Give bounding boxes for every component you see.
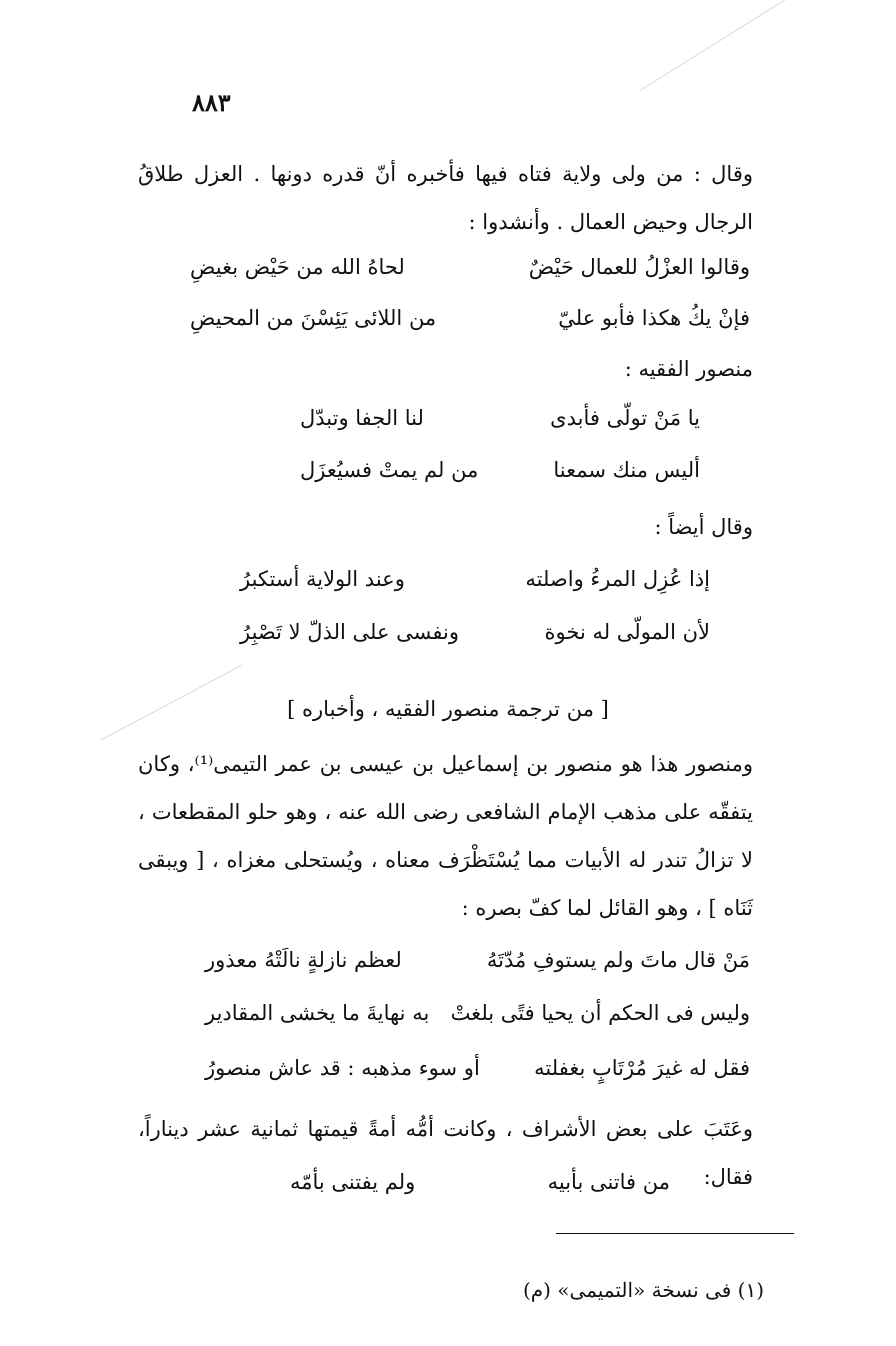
verse-second-hemistich: من لم يمتْ فسيُعزَل (300, 458, 479, 482)
verse-second-hemistich: لنا الجفا وتبدّل (300, 406, 424, 430)
verse-line (240, 567, 710, 607)
verse-first-hemistich: أليس منك سمعنا (553, 458, 700, 482)
paper-scratch (640, 0, 802, 91)
verse-line (190, 306, 750, 346)
verse-line (205, 1056, 750, 1096)
verse-first-hemistich: فإنْ يكُ هكذا فأبو عليّ (558, 306, 750, 330)
footnote-divider (556, 1233, 794, 1234)
verse-first-hemistich: وقالوا العزْلُ للعمال حَيْضٌ (528, 255, 750, 279)
verse-line (240, 620, 710, 660)
page-number: ٨٨٣ (192, 88, 231, 117)
verse-first-hemistich: إذا عُزِل المرءُ واصلته (525, 567, 710, 591)
paragraph-intro: وقال : من ولى ولاية فتاه فيها فأخبره أنّ قدره دونها . العزل طلاقُ الرجال وحيض العمال . وأنشدوا : (138, 162, 753, 234)
verse-first-hemistich: من فاتنى بأبيه (547, 1170, 670, 1194)
verse-second-hemistich: لحاهُ الله من حَيْض بغيضِ (190, 255, 405, 279)
verse-second-hemistich: به نهايةَ ما يخشى المقادير (205, 1001, 430, 1025)
intro-mansur: منصور الفقيه : (624, 357, 753, 381)
verse-first-hemistich: مَنْ قال ماتَ ولم يستوفِ مُدّتَهُ (486, 948, 750, 972)
verse-line (205, 1001, 750, 1041)
verse-first-hemistich: يا مَنْ تولّى فأبدى (550, 406, 700, 430)
verse-first-hemistich: فقل له غيرَ مُرْتَابٍ بغفلته (534, 1056, 750, 1080)
footnote: (١) فى نسخة «التميمى» (م) (522, 1278, 764, 1302)
verse-second-hemistich: ولم يفتنى بأمّه (290, 1170, 416, 1194)
paragraph-reproach: وعَتَبَ على بعض الأشراف ، وكانت أمُّه أمةً قيمتها ثمانية عشر ديناراً، فقال: (138, 1117, 753, 1189)
verse-line (300, 458, 700, 498)
verse-line (290, 1170, 670, 1210)
verse-first-hemistich: لأن المولّى له نخوة (544, 620, 710, 644)
paragraph-biography: ومنصور هذا هو منصور بن إسماعيل بن عيسى بن عمر التيمى⁽¹⁾، وكان يتفقّه على مذهب الإمام الشافعى رضى الله عنه ، وهو حلو المقطعات ، لا تزالُ تندر له الأبيات مما يُسْتَظْرَف معناه ، ويُستحلى مغزاه ، [ ويبقى ثَنَاه ] ، وهو القائل لما كفّ بصره : (138, 752, 753, 920)
verse-second-hemistich: وعند الولاية أستكبرُ (240, 567, 405, 591)
section-heading-text: [ من ترجمة منصور الفقيه ، وأخباره ] (287, 697, 609, 721)
verse-line (190, 255, 750, 295)
verse-second-hemistich: من اللائى يَئِسْنَ من المحيضِ (190, 306, 437, 330)
intro-also: وقال أيضاً : (654, 515, 753, 539)
verse-second-hemistich: لعظم نازلةٍ نالَتْهُ معذور (205, 948, 402, 972)
verse-line (300, 406, 700, 446)
verse-first-hemistich: وليس فى الحكم أن يحيا فتًى بلغتْ (450, 1001, 750, 1025)
section-heading (0, 697, 896, 721)
verse-second-hemistich: أو سوء مذهبه : قد عاش منصورُ (205, 1056, 480, 1080)
verse-line (205, 948, 750, 988)
verse-second-hemistich: ونفسى على الذلّ لا تَصْبِرُ (240, 620, 460, 644)
